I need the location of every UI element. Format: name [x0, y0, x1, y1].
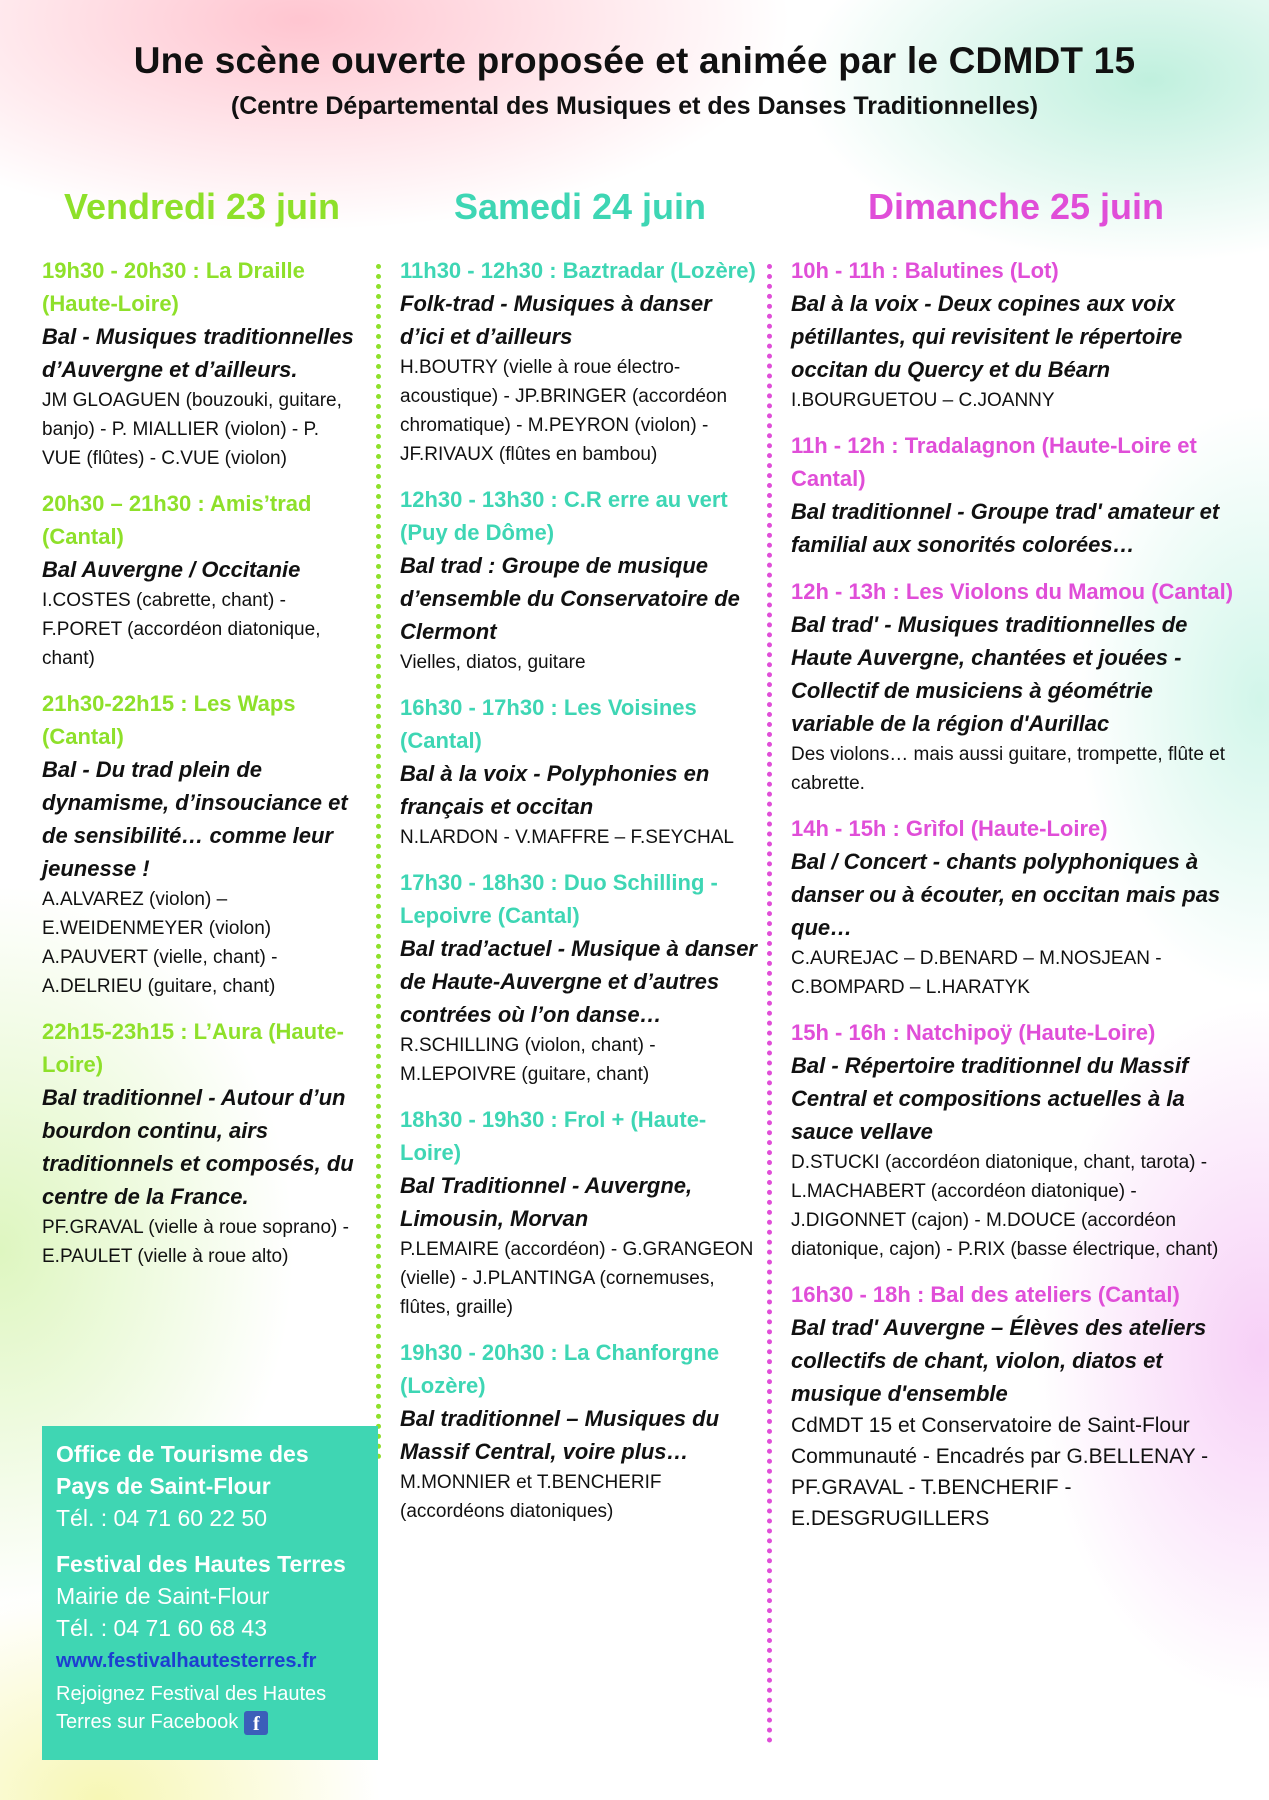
event-title: 10h - 11h : Balutines (Lot) [791, 258, 1059, 283]
event [791, 254, 1241, 415]
event-title: 14h - 15h : Grìfol (Haute-Loire) [791, 816, 1108, 841]
header [0, 40, 1269, 121]
event-musicians: M.MONNIER et T.BENCHERIF (accordéons diatoniques) [400, 1472, 662, 1522]
day-heading: Samedi 24 juin [453, 186, 707, 227]
event-description: Bal / Concert - chants polyphoniques à danser ou à écouter, en occitan mais pas que… [791, 849, 1221, 940]
festival-name: Festival des Hautes Terres [56, 1551, 346, 1577]
event-musicians: C.AUREJAC – D.BENARD – M.NOSJEAN - C.BOMPARD – L.HARATYK [791, 948, 1162, 998]
info-box [42, 1426, 378, 1760]
event-title: 16h30 - 17h30 : Les Voisines (Cantal) [400, 695, 697, 753]
event [791, 429, 1241, 561]
event [42, 254, 362, 473]
event [42, 487, 362, 673]
tourism-office-phone: Tél. : 04 71 60 22 50 [56, 1505, 267, 1531]
event-title: 11h30 - 12h30 : Baztradar (Lozère) [400, 258, 756, 283]
tourism-office-name: Office de Tourisme des Pays de Saint-Flour [56, 1441, 309, 1499]
event-title: 19h30 - 20h30 : La Draille (Haute-Loire) [42, 258, 305, 316]
event-title: 21h30-22h15 : Les Waps (Cantal) [42, 691, 296, 749]
event-description: Bal trad' Auvergne – Élèves des ateliers collectifs de chant, violon, diatos et musique d'ensemble [791, 1315, 1207, 1406]
event-title: 11h - 12h : Tradalagnon (Haute-Loire et Cantal) [791, 433, 1197, 491]
event [791, 575, 1241, 798]
event-description: Bal trad' - Musiques traditionnelles de Haute Auvergne, chantées et jouées - Collectif de musiciens à géométrie variable de la région d'Aurillac [791, 612, 1188, 736]
facebook-icon[interactable]: f [244, 1711, 268, 1735]
event-musicians: A.ALVAREZ (violon) – E.WEIDENMEYER (violon) A.PAUVERT (vielle, chant) - A.DELRIEU (guitare, chant) [42, 889, 278, 997]
page-subtitle: (Centre Départemental des Musiques et des Danses Traditionnelles) [230, 92, 1039, 120]
event [400, 691, 760, 852]
event-description: Bal - Répertoire traditionnel du Massif Central et compositions actuelles à la sauce vellave [791, 1053, 1189, 1144]
event-title: 12h30 - 13h30 : C.R erre au vert (Puy de Dôme) [400, 487, 728, 545]
event-title: 20h30 – 21h30 : Amis’trad (Cantal) [42, 491, 312, 549]
event-description: Bal trad’actuel - Musique à danser de Haute-Auvergne et d’autres contrées où l’on danse… [400, 936, 757, 1027]
event-description: Folk-trad - Musiques à danser d’ici et d’ailleurs [400, 291, 712, 349]
event-description: Bal - Du trad plein de dynamisme, d’insouciance et de sensibilité… comme leur jeunesse ! [42, 757, 348, 881]
event-musicians: D.STUCKI (accordéon diatonique, chant, tarota) - L.MACHABERT (accordéon diatonique) - J.DIGONNET (cajon) - M.DOUCE (accordéon diatonique, cajon) - P.RIX (basse électrique, chant) [791, 1152, 1219, 1260]
event-title: 12h - 13h : Les Violons du Mamou (Cantal) [791, 579, 1234, 604]
event-musicians: JM GLOAGUEN (bouzouki, guitare, banjo) - P. MIALLIER (violon) - P. VUE (flûtes) - C.VUE (violon) [42, 390, 342, 469]
event-title: 19h30 - 20h30 : La Chanforgne (Lozère) [400, 1340, 720, 1398]
day-column-sunday [791, 186, 1241, 1548]
festival-address: Mairie de Saint-Flour [56, 1583, 270, 1609]
event-musicians: R.SCHILLING (violon, chant) - M.LEPOIVRE (guitare, chant) [400, 1035, 656, 1085]
event-title: 17h30 - 18h30 : Duo Schilling - Lepoivre (Cantal) [400, 870, 718, 928]
event-description: Bal traditionnel - Groupe trad' amateur et familial aux sonorités colorées… [791, 499, 1220, 557]
event [400, 254, 760, 469]
day-column-saturday [400, 186, 760, 1540]
page-title: Une scène ouverte proposée et animée par le CDMDT 15 [133, 40, 1136, 81]
event-musicians: I.BOURGUETOU – C.JOANNY [791, 390, 1055, 411]
website-link[interactable]: www.festivalhautesterres.fr [56, 1650, 317, 1672]
event-musicians: N.LARDON - V.MAFFRE – F.SEYCHAL [400, 827, 734, 848]
event [400, 1103, 760, 1322]
event-description: Bal à la voix - Polyphonies en français et occitan [400, 761, 710, 819]
event-description: Bal trad : Groupe de musique d’ensemble du Conservatoire de Clermont [400, 553, 740, 644]
day-column-friday [42, 186, 362, 1285]
column-divider-left [376, 264, 381, 1460]
event-description: Bal - Musiques traditionnelles d’Auvergne et d’ailleurs. [42, 324, 354, 382]
event [791, 1278, 1241, 1534]
day-heading: Vendredi 23 juin [63, 186, 341, 227]
event-musicians: PF.GRAVAL (vielle à roue soprano) - E.PAULET (vielle à roue alto) [42, 1217, 349, 1267]
day-heading: Dimanche 25 juin [867, 186, 1165, 227]
event-description: Bal traditionnel - Autour d’un bourdon continu, airs traditionnels et composés, du centre de la France. [42, 1085, 354, 1209]
event [42, 1015, 362, 1271]
event [400, 866, 760, 1089]
event-musicians: H.BOUTRY (vielle à roue électro-acoustique) - JP.BRINGER (accordéon chromatique) - M.PEYRON (violon) - JF.RIVAUX (flûtes en bambou) [400, 357, 728, 465]
event-musicians: I.COSTES (cabrette, chant) - F.PORET (accordéon diatonique, chant) [42, 590, 321, 669]
event-title: 15h - 16h : Natchipoÿ (Haute-Loire) [791, 1020, 1156, 1045]
event-description: Bal traditionnel – Musiques du Massif Central, voire plus… [400, 1406, 720, 1464]
event-musicians: P.LEMAIRE (accordéon) - G.GRANGEON (vielle) - J.PLANTINGA (cornemuses, flûtes, graille) [400, 1239, 754, 1318]
festival-phone: Tél. : 04 71 60 68 43 [56, 1615, 267, 1641]
event [791, 1016, 1241, 1264]
event-description: Bal à la voix - Deux copines aux voix pétillantes, qui revisitent le répertoire occitan du Quercy et du Béarn [791, 291, 1183, 382]
event-description: Bal Traditionnel - Auvergne, Limousin, Morvan [400, 1173, 693, 1231]
event-title: 16h30 - 18h : Bal des ateliers (Cantal) [791, 1282, 1180, 1307]
event [400, 1336, 760, 1526]
column-divider-right [767, 264, 772, 1744]
facebook-invite-text: Rejoignez Festival des Hautes Terres sur Facebook [56, 1683, 327, 1733]
event-musicians: Des violons… mais aussi guitare, trompette, flûte et cabrette. [791, 744, 1226, 794]
event-description: Bal Auvergne / Occitanie [42, 557, 301, 582]
event [400, 483, 760, 677]
event-title: 18h30 - 19h30 : Frol + (Haute-Loire) [400, 1107, 707, 1165]
event-title: 22h15-23h15 : L’Aura (Haute-Loire) [42, 1019, 344, 1077]
event [42, 687, 362, 1001]
facebook-invite [56, 1680, 364, 1736]
event-musicians: CdMDT 15 et Conservatoire de Saint-Flour Communauté - Encadrés par G.BELLENAY - PF.GRAVAL - T.BENCHERIF - E.DESGRUGILLERS [791, 1414, 1209, 1530]
event-musicians: Vielles, diatos, guitare [400, 652, 586, 673]
event [791, 812, 1241, 1002]
